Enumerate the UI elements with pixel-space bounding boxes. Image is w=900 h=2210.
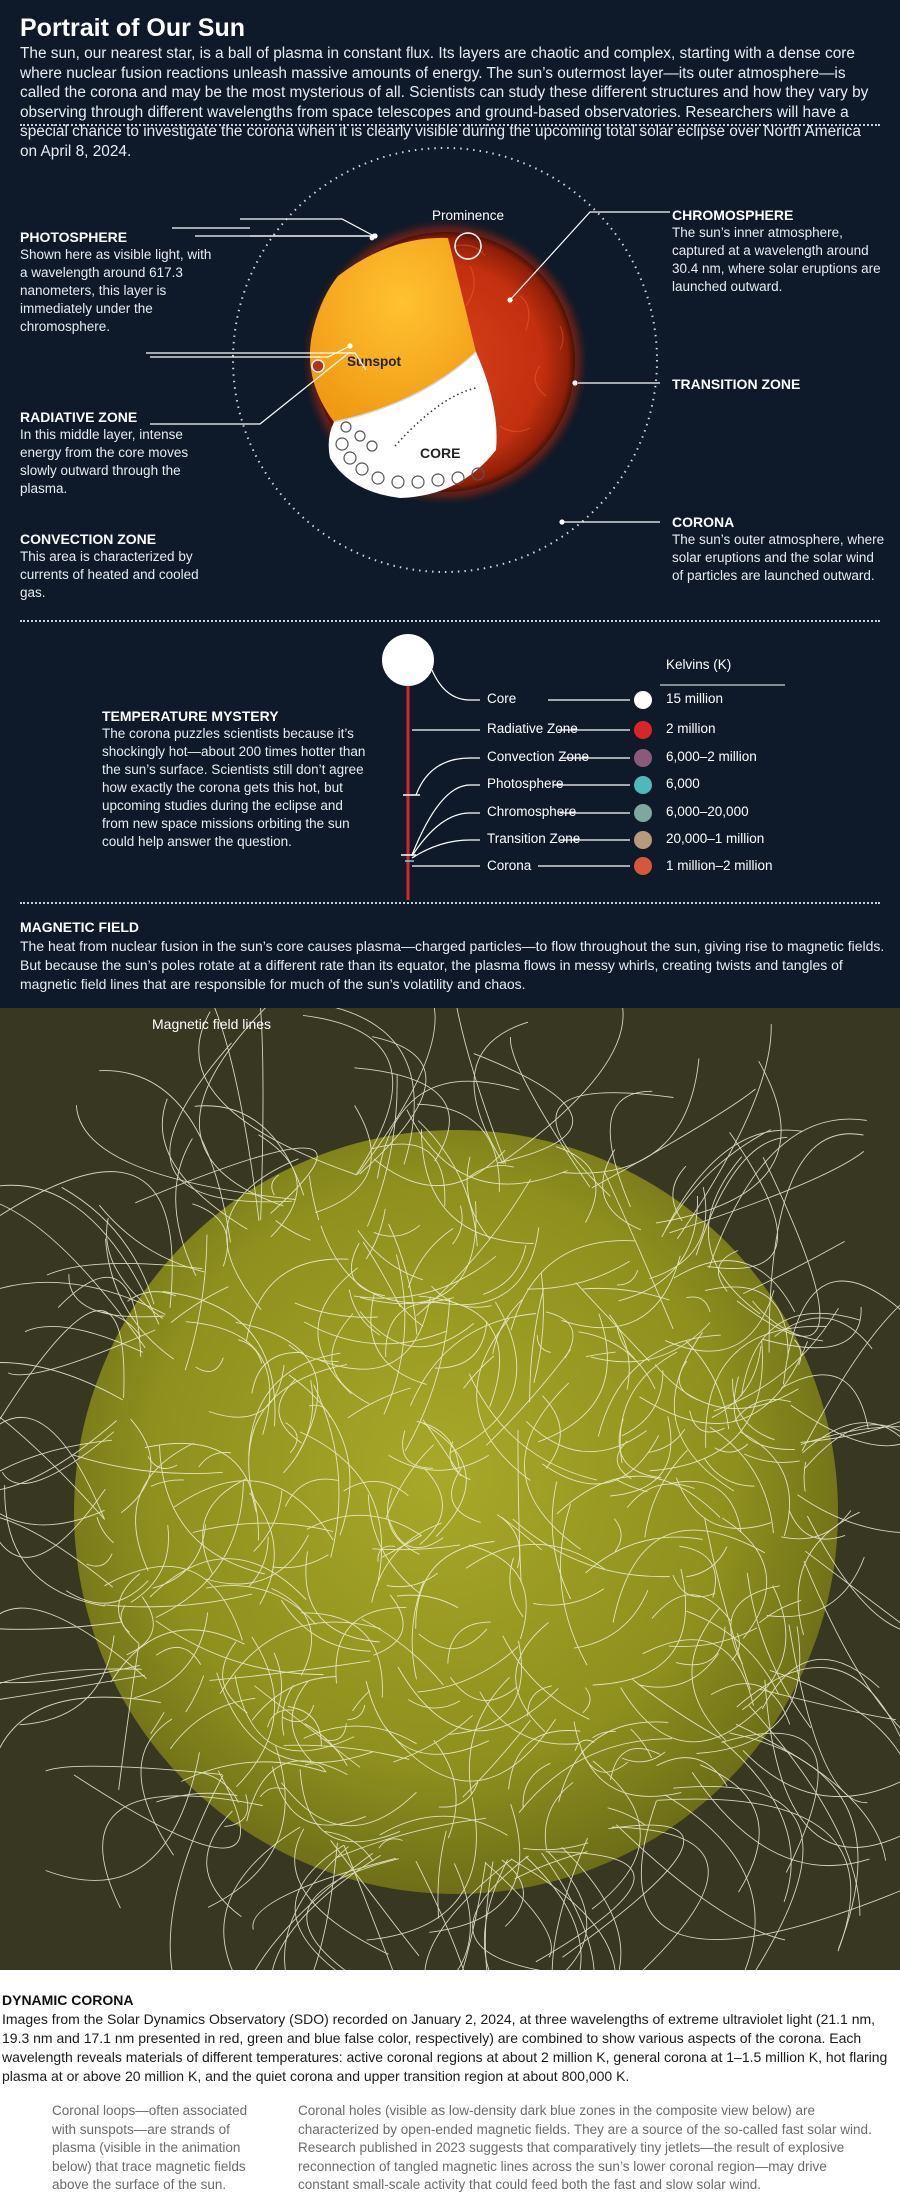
convection-text: This area is characterized by currents of heated and cooled gas.	[20, 549, 199, 600]
page-title: Portrait of Our Sun	[20, 14, 245, 42]
radiative-text: In this middle layer, intense energy from the core moves slowly outward through the plasma.	[20, 427, 189, 496]
temperature-dot-7	[634, 857, 652, 875]
temperature-dots	[634, 691, 652, 875]
chromosphere-text: The sun’s inner atmosphere, captured at a wavelength around 30.4 nm, where solar eruptions are launched outward.	[672, 225, 881, 294]
intro-text: The sun, our nearest star, is a ball of plasma in constant flux. Its layers are chaotic and complex, starting with a dense core where nuclear fusion reactions unleash massive amounts of energy. The sun’s outermost layer—its outer atmosphere—is called the corona and may be the most mysterious of all. Scientists can study these different structures and how they vary by observing through different wavelengths from space telescopes and ground-based observatories. Researchers will have a special chance to investigate the corona when it is clearly visible during the upcoming total solar eclipse over North America on April 8, 2024.	[20, 45, 869, 160]
magnetic-block	[20, 918, 885, 994]
temperature-title: TEMPERATURE MYSTERY	[102, 708, 279, 724]
infographic-dark-panel	[0, 0, 900, 1008]
corona-label	[672, 513, 887, 585]
magnetic-text: The heat from nuclear fusion in the sun’s core causes plasma—charged particles—to flow throughout the sun, giving rise to magnetic fields. But because the sun’s poles rotate at a different rate than its equator, the plasma flows in messy whirls, creating twists and tangles of magnetic field lines that are responsible for much of the sun’s volatility and chaos.	[20, 938, 885, 992]
temperature-dot-2	[634, 721, 652, 739]
layer-corona: Corona	[487, 858, 532, 873]
divider	[20, 620, 880, 622]
kelvin-transition: 20,000–1 million	[666, 831, 765, 846]
dynamic-title: DYNAMIC CORONA	[2, 1992, 134, 2008]
radiative-title: RADIATIVE ZONE	[20, 409, 138, 425]
sun-magnetic-illustration	[0, 1008, 900, 1970]
chromosphere-title: CHROMOSPHERE	[672, 207, 794, 223]
layer-core: Core	[487, 691, 517, 706]
kelvin-radiative: 2 million	[666, 721, 716, 736]
kelvin-header: Kelvins (K)	[666, 657, 732, 672]
radiative-label	[20, 408, 210, 498]
photo-label: Magnetic field lines	[152, 1016, 272, 1032]
prominence-label: Prominence	[432, 208, 505, 223]
temperature-dot-5	[634, 804, 652, 822]
layer-radiative: Radiative Zone	[487, 721, 578, 736]
chromosphere-label	[672, 206, 887, 296]
sunspot-label: Sunspot	[347, 354, 401, 369]
convection-title: CONVECTION ZONE	[20, 531, 157, 547]
layer-convection: Convection Zone	[487, 749, 590, 764]
kelvin-chromosphere: 6,000–20,000	[666, 804, 749, 819]
transition-label	[672, 375, 800, 393]
temperature-dot-6	[634, 831, 652, 849]
kelvin-corona: 1 million–2 million	[666, 858, 773, 873]
dynamic-corona-section	[0, 1970, 900, 2210]
layer-photosphere: Photosphere	[487, 776, 564, 791]
magnetic-field-image	[0, 1008, 900, 1970]
kelvin-convection: 6,000–2 million	[666, 749, 757, 764]
caption-coronal-loops: Coronal loops—often associated with sunspots—are strands of plasma (visible in the animation below) that trace magnetic fields above the surface of the sun.	[52, 2103, 248, 2192]
photosphere-text: Shown here as visible light, with a wavelength around 617.3 nanometers, this layer is immediately under the chromosphere.	[20, 247, 212, 334]
convection-label	[20, 530, 215, 602]
core-sphere	[382, 634, 434, 686]
divider	[20, 902, 880, 904]
photosphere-title: PHOTOSPHERE	[20, 229, 128, 245]
caption-coronal-holes: Coronal holes (visible as low-density dark blue zones in the composite view below) are characterized by open-ended magnetic fields. They are a source of the so-called fast solar wind. Research published in 2023 suggests that comparatively tiny jetlets—the result of explosive reconnection of tangled magnetic lines across the sun’s lower coronal region—may drive constant small-scale activity that could feed both the fast and slow solar wind.	[298, 2103, 872, 2192]
photosphere-label	[20, 228, 220, 336]
temperature-text: The corona puzzles scientists because it’s shockingly hot—about 200 times hotter than the sun’s surface. Scientists still don’t agree how exactly the corona gets this hot, but upcoming studies during the eclipse and from new space missions orbiting the sun could help answer the question.	[102, 726, 366, 849]
core-label: CORE	[420, 445, 461, 461]
kelvin-photosphere: 6,000	[666, 776, 700, 791]
layer-transition: Transition Zone	[487, 831, 581, 846]
temperature-dot-4	[634, 776, 652, 794]
magnetic-title: MAGNETIC FIELD	[20, 919, 139, 935]
kelvin-core: 15 million	[666, 691, 724, 706]
corona-title: CORONA	[672, 514, 735, 530]
temperature-dot-1	[634, 691, 652, 709]
layer-chromosphere: Chromosphere	[487, 804, 577, 819]
dynamic-text: Images from the Solar Dynamics Observatory (SDO) recorded on January 2, 2024, at three wavelengths of extreme ultraviolet light (21.1 nm, 19.3 nm and 17.1 nm presented in red, green and blue false color, respectively) are combined to show various aspects of the corona. Each wavelength reveals materials of different temperatures: active coronal regions at about 2 million K, general corona at 1–1.5 million K, hot flaring plasma at or above 20 million K, and the quiet corona and upper transition region at about 800,000 K.	[2, 2011, 888, 2084]
corona-text: The sun’s outer atmosphere, where solar eruptions and the solar wind of particles are launched outward.	[672, 532, 885, 583]
temperature-dot-3	[634, 749, 652, 767]
transition-title: TRANSITION ZONE	[672, 376, 801, 392]
